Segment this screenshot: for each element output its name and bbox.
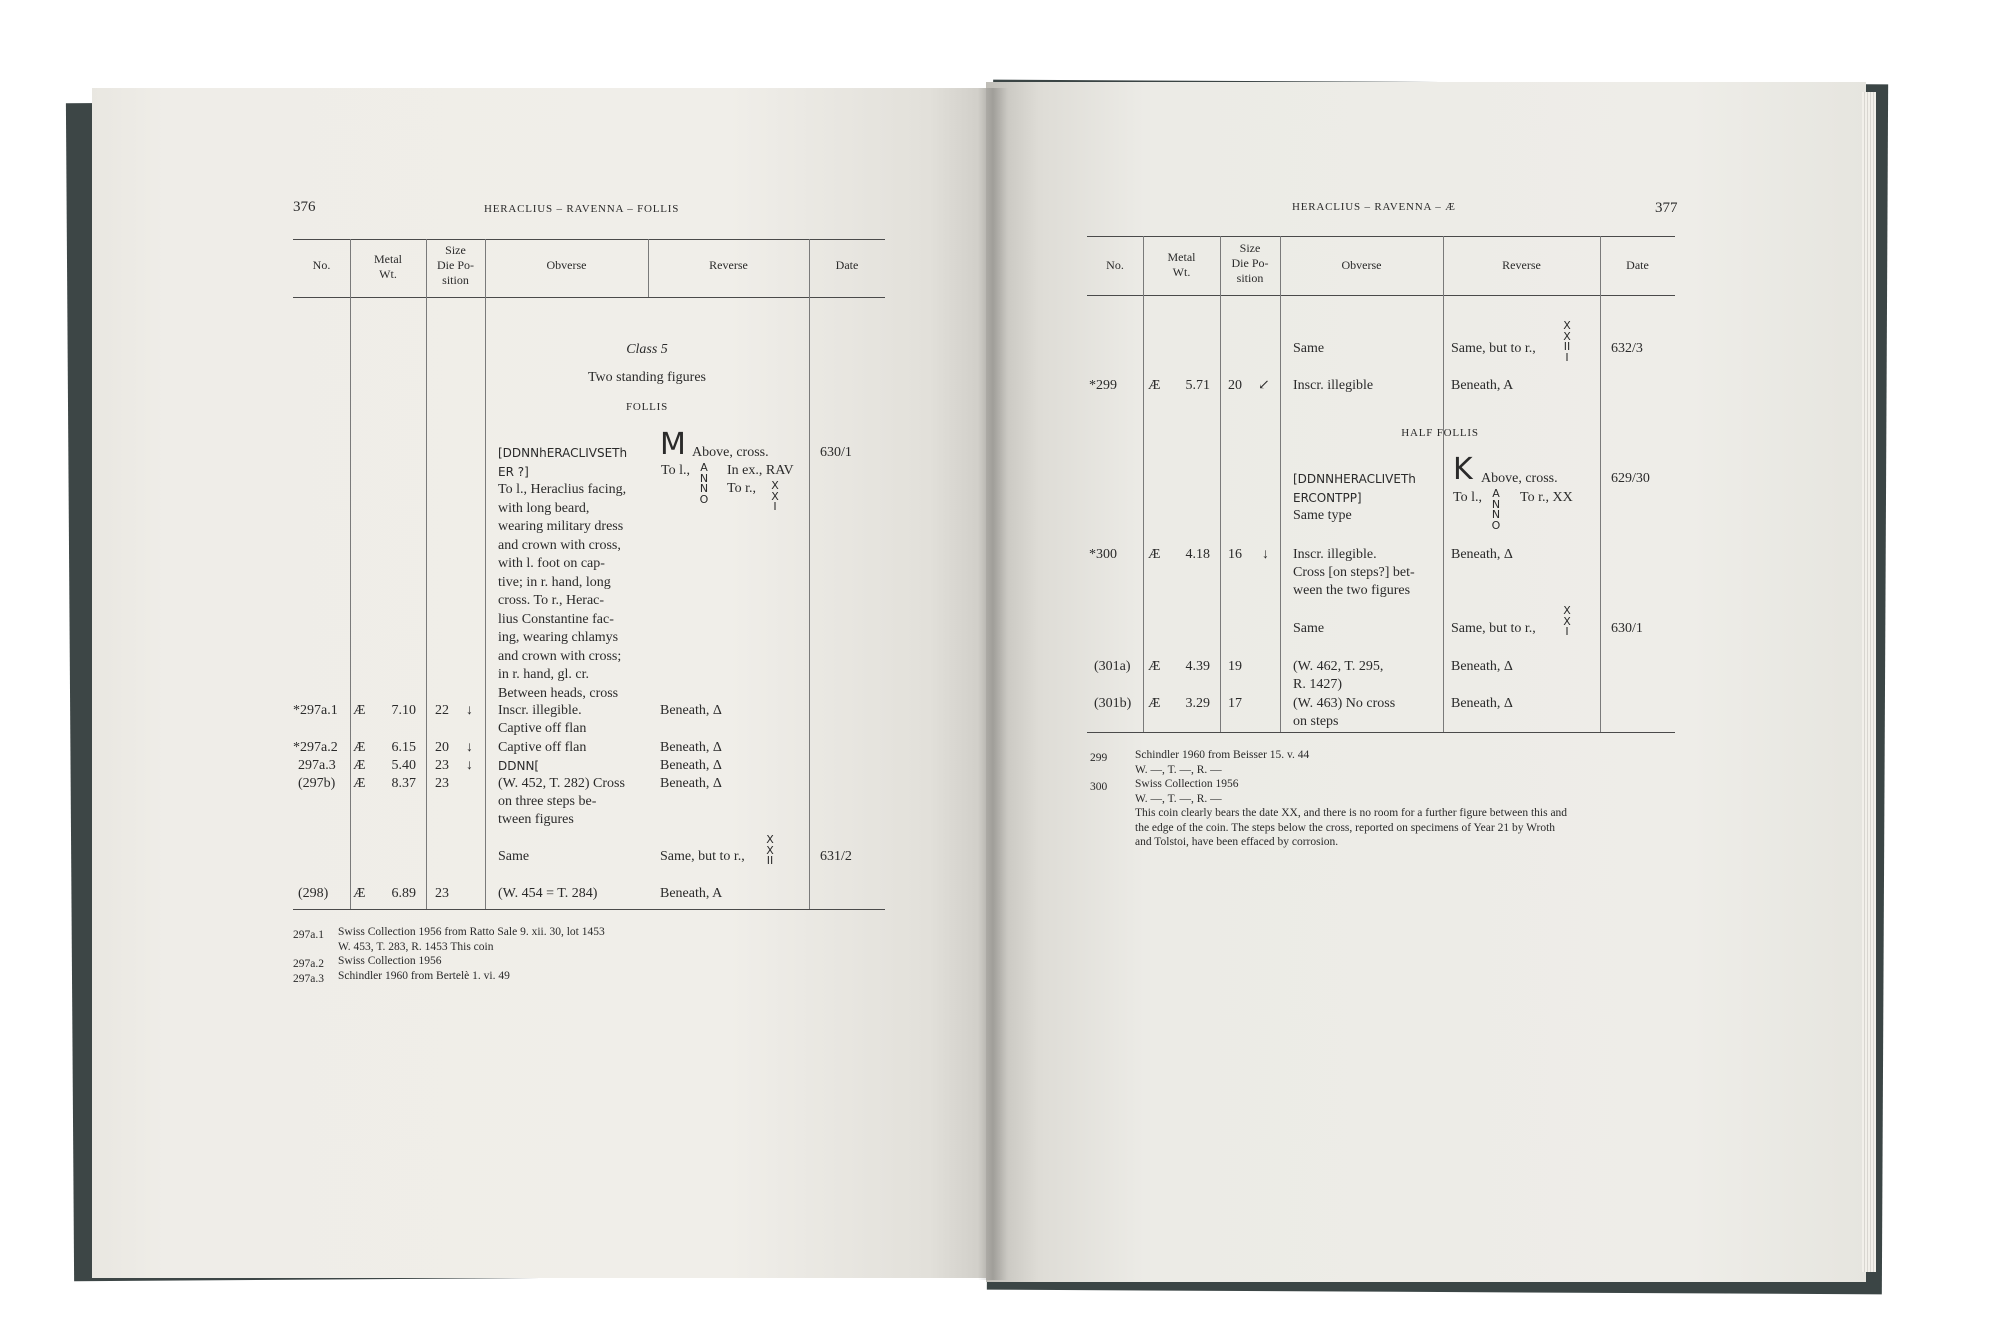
cell-metal: Æ [353,886,366,901]
cell-reverse: Beneath, Δ [1451,547,1513,562]
cell-size: 23 [435,758,449,773]
col-divider [809,239,810,909]
col-divider [350,239,351,909]
cell-die-position: ↓ [466,758,473,773]
cell-obverse: DDNN[ [498,759,540,773]
cell-weight: 3.29 [1185,696,1210,711]
header-no: No. [312,258,331,272]
footnote-text: Swiss Collection 1956 [338,955,442,967]
reverse-mark-K: K [1453,452,1473,487]
footnote-ref: 300 [1090,781,1108,793]
header-size: Size [1239,241,1261,255]
cell-die-position: ↓ [1262,547,1269,562]
cell-size: 22 [435,703,449,718]
cell-size: 16 [1228,547,1242,562]
cell-reverse: Beneath, A [1451,378,1514,393]
cell-obverse: R. 1427) [1293,677,1342,692]
date-cell: 630/1 [1611,621,1643,636]
cell-size: 20 [1228,378,1242,393]
cell-size: 20 [435,740,449,755]
obverse-line: ing, wearing chlamys [498,630,619,645]
reverse-mark-M: M [660,427,686,462]
running-head: HERACLIUS – RAVENNA – Æ [1292,201,1456,213]
subtitle: Two standing figures [587,370,706,385]
footnote-ref: 297a.3 [293,972,324,985]
cell-metal: Æ [353,703,366,718]
reverse-exergue: In ex., RAV [727,463,794,478]
cell-weight: 6.89 [391,886,416,901]
cell-reverse: Same, but to r., [1451,341,1536,356]
obverse-line: To l., Heraclius facing, [498,482,627,497]
header-metal: Metal [374,252,402,266]
class-title: Class 5 [626,342,668,357]
reverse-anno-vertical: A N N O [699,461,709,506]
cell-weight: 6.15 [391,740,416,755]
denomination-heading: FOLLIS [625,401,669,413]
obverse-line: Same type [1293,508,1352,523]
cell-die-position: ↓ [466,740,473,755]
col-divider [1443,236,1444,732]
header-rule [1087,295,1675,296]
footnote-text: Swiss Collection 1956 from Ratto Sale 9. xii. 30, lot 1453 [338,926,605,938]
cell-reverse: Same, but to r., [1451,621,1536,636]
footnote-text: W. 453, T. 283, R. 1453 This coin [338,940,494,953]
cell-size: 19 [1228,659,1242,674]
cell-no: (301b) [1094,696,1132,711]
header-sition: sition [442,273,469,287]
running-head: HERACLIUS – RAVENNA – FOLLIS [484,203,680,215]
table-top-rule [293,239,885,240]
cell-size: 23 [435,776,449,791]
table-top-rule [1087,236,1675,237]
date-cell: 629/30 [1611,471,1650,486]
date-cell: 632/3 [1611,341,1643,356]
cell-reverse: Beneath, Δ [1451,659,1513,674]
obverse-legend: [DDNNhERACLIVSETh [498,446,628,460]
obverse-legend: ER ?] [498,464,529,479]
footnote-ref: 297a.2 [293,958,324,970]
obverse-legend: [DDNNHERACLIVETh [1293,472,1416,486]
cell-obverse: (W. 462, T. 295, [1293,659,1384,674]
obverse-line: and crown with cross, [498,537,621,553]
page-number: 377 [1655,200,1678,216]
cell-obverse: Cross [on steps?] bet- [1293,565,1415,580]
col-divider [1220,236,1221,732]
cell-reverse: Beneath, Δ [660,703,722,718]
reverse-xxi-vertical: X X I [771,479,779,513]
cell-obverse: on three steps be- [498,794,597,809]
header-date: Date [835,258,859,272]
cell-obverse: on steps [1293,714,1339,729]
cell-obverse: (W. 452, T. 282) Cross [498,776,625,791]
cell-weight: 4.18 [1185,547,1210,562]
cell-no: *297a.2 [293,740,338,755]
obverse-line: with long beard, [498,500,590,516]
obverse-description [498,444,627,703]
date-cell: 631/2 [820,849,852,864]
header-die: Die Po- [437,258,474,272]
footnote-ref: 299 [1090,752,1108,764]
cell-obverse: Inscr. illegible. [1293,547,1377,562]
footnote-text: and Tolstoi, have been effaced by corrosion. [1135,836,1339,848]
page-edges [1862,92,1876,1272]
cell-reverse: Same, but to r., [660,849,745,864]
header-wt: Wt. [379,267,397,281]
cell-size: 23 [435,886,449,901]
obverse-line: Between heads, cross [498,685,619,701]
cell-metal: Æ [353,740,366,755]
reverse-to-right: To r., [727,481,756,496]
cell-no: (301a) [1094,659,1131,674]
header-sition: sition [1236,271,1264,285]
denomination-heading: HALF FOLLIS [1401,427,1479,439]
reverse-above: Above, cross. [692,445,769,460]
reverse-xxi-vertical: X X I [1563,604,1571,638]
cell-reverse: Beneath, Δ [660,758,722,773]
header-reverse: Reverse [1502,258,1541,272]
obverse-line: cross. To r., Herac- [498,593,605,608]
header-obverse: Obverse [546,258,587,272]
col-divider [426,239,427,909]
obverse-line: wearing military dress [498,519,624,534]
header-wt: Wt. [1172,265,1191,279]
header-die: Die Po- [1231,256,1269,270]
footnote-text: W. —, T. —, R. — [1135,792,1222,805]
header-metal: Metal [1167,250,1196,264]
cell-obverse: Captive off flan [498,721,587,736]
table-bottom-rule [293,909,885,910]
obverse-legend: ERCONTPP] [1293,491,1362,505]
cell-obverse: Same [498,849,530,864]
cell-reverse: Beneath, A [660,886,723,901]
footnotes [1090,748,1568,850]
footnote-text: W. —, T. —, R. — [1135,763,1222,776]
book-gutter [978,88,1008,1280]
obverse-line: lius Constantine fac- [498,611,614,627]
cell-no: (298) [298,886,329,901]
cell-size: 17 [1228,696,1242,711]
header-date: Date [1626,258,1649,272]
reverse-xxii-vertical: X X II I [1563,319,1571,364]
col-divider [1143,236,1144,732]
page-number: 376 [293,199,316,215]
cell-obverse: tween figures [498,812,574,827]
footnote-ref: 297a.1 [293,929,324,941]
cell-metal: Æ [353,758,366,773]
footnote-text: the edge of the coin. The steps below the cross, reported on specimens of Year 21 by Wroth [1135,821,1556,834]
reverse-anno-vertical: A N N O [1491,487,1501,532]
cell-obverse: Inscr. illegible [1293,378,1374,393]
cell-weight: 8.37 [391,776,416,791]
cell-obverse: Inscr. illegible. [498,703,582,718]
cell-obverse: Same [1293,621,1325,636]
cell-no: (297b) [298,776,336,791]
cell-die-position: ↓ [466,703,473,718]
cell-die-position: ↙ [1258,378,1270,393]
reverse-to-left: To l., [1453,490,1482,505]
header-rule [293,297,885,298]
cell-obverse: Same [1293,341,1325,356]
cell-weight: 5.40 [391,758,416,773]
cell-obverse: ween the two figures [1293,583,1411,598]
footnote-text: Schindler 1960 from Bertelè 1. vi. 49 [338,969,510,982]
cell-metal: Æ [353,776,366,791]
header-size: Size [445,243,466,257]
obverse-line: and crown with cross; [498,648,622,664]
cell-metal: Æ [1148,696,1161,711]
cell-weight: 7.10 [391,703,416,718]
footnote-text: Schindler 1960 from Beisser 15. v. 44 [1135,749,1310,761]
col-divider [1600,236,1601,732]
obverse-line: in r. hand, gl. cr. [498,667,589,682]
header-obverse: Obverse [1341,258,1382,272]
cell-reverse: Beneath, Δ [660,740,722,755]
cell-no: *299 [1089,378,1117,393]
footnotes [293,925,605,985]
reverse-above: Above, cross. [1481,471,1558,486]
date-cell: 630/1 [820,445,852,460]
table-bottom-rule [1087,732,1675,733]
reverse-to-right: To r., XX [1520,490,1573,505]
header-reverse: Reverse [709,258,748,272]
cell-weight: 4.39 [1185,659,1210,674]
cell-metal: Æ [1148,659,1161,674]
cell-metal: Æ [1148,547,1161,562]
cell-weight: 5.71 [1185,378,1210,393]
cell-obverse: (W. 454 = T. 284) [498,886,598,901]
cell-reverse: Beneath, Δ [660,776,722,791]
col-divider [1280,236,1281,732]
header-no: No. [1106,258,1124,272]
reverse-xxii-vertical: X X II [766,833,774,867]
footnote-text: Swiss Collection 1956 [1135,778,1239,790]
cell-reverse: Beneath, Δ [1451,696,1513,711]
cell-no: *300 [1089,547,1117,562]
footnote-text: This coin clearly bears the date XX, and there is no room for a further figure between this and [1135,807,1568,819]
reverse-to-left: To l., [661,463,690,478]
col-divider [485,239,486,909]
cell-metal: Æ [1148,378,1161,393]
obverse-line: tive; in r. hand, long [498,574,611,590]
cell-obverse: Captive off flan [498,740,587,755]
cell-no: 297a.3 [298,758,336,773]
cell-obverse: (W. 463) No cross [1293,696,1396,711]
cell-no: *297a.1 [293,703,338,718]
obverse-line: with l. foot on cap- [498,556,605,571]
